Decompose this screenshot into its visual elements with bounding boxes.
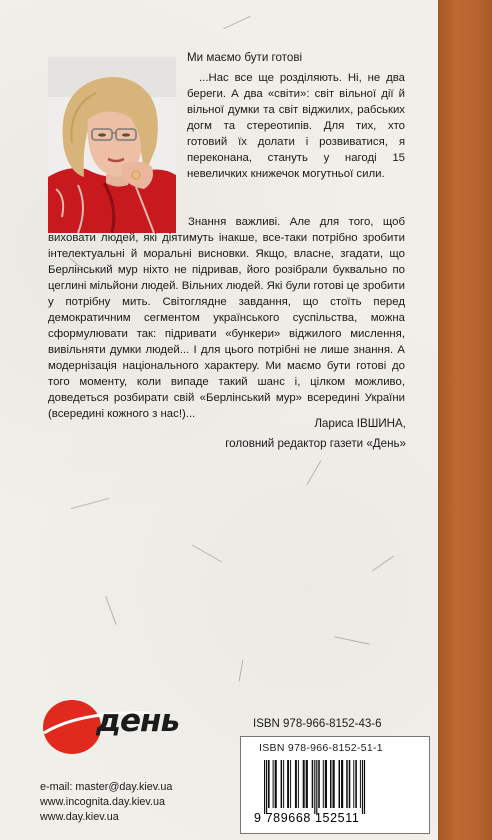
barcode-bar [303,760,305,808]
barcode-bar [323,760,324,808]
paper-fiber [239,660,244,682]
barcode-guard-bar [266,760,267,814]
barcode-bar [290,760,291,808]
paper-fiber [223,16,251,30]
isbn-top [253,718,382,730]
intro-paragraph: ...Нас все ще розділяють. Ні, не два береги. А два «світи»: світ вільної дії й вільної думки та світ віджилих, рабських догм та стереотипів. Для тих, хто готовий їх долати і розвиватися, я переконана, стануть у нагоді 15 невеличких книжечок могутньої сили. [187,72,405,180]
paper-fiber [71,498,110,509]
paper-fiber [334,636,369,644]
barcode-bar [346,760,348,808]
barcode-bar [349,760,351,808]
signature-name: Лариса ІВШИНА, [314,417,406,430]
email-label: e-mail: [40,781,76,793]
main-paragraph-text: Знання важливі. Але для того, щоб виховати людей, які діятимуть інакше, все-таки потрібно зробити інтелектуальні й моральні висновки. Якщо, власне, згадати, що Берлінський мур ніхто не підривав, його розібрали буквально по цеглині мільйони людей. Вільних людей. Які були готові це зробити у потрібну мить. Світоглядне завдання, що стоїть перед демократичним сегментом українського суспільства, можна сформулювати так: підривати «бункери» віджилого мислення, вивільняти думки людей... І для цього потрібні не лише знання. А модернізація національного характеру. Ми маємо бути готові до того моменту, коли випаде такий шанс і, цілком можливо, доведеться розбирати свій «Берлінський мур» всередині України (всередині кожного з нас!)... [48,216,405,420]
barcode-bar [287,760,289,808]
barcode-bar [341,760,343,808]
barcode-bar [339,760,341,808]
barcode-bar [295,760,297,808]
barcode-bar [275,760,277,808]
email-address[interactable]: master@day.kiev.ua [75,781,173,793]
paper-fiber [192,545,222,563]
barcode-guard-bar [314,760,315,814]
barcode-bar [273,760,274,808]
barcode-bar [330,760,332,808]
den-logo-word: день [96,703,180,739]
signature [166,414,406,454]
barcode-guard-bar [264,760,265,814]
barcode-guard-bar [316,760,317,814]
barcode-number-text: 9 789668 152511 [254,811,360,825]
barcode-bar [360,760,361,808]
barcode-bar [353,760,354,808]
paper-fiber [307,460,322,485]
barcode-bar [333,760,335,808]
website-day[interactable]: www.day.kiev.ua [40,811,119,823]
barcode-bar [283,760,284,808]
barcode-guard-bar [364,760,365,814]
barcode [250,758,422,828]
intro-title: Ми маємо бути готові [187,51,303,64]
barcode-bar [318,760,320,808]
barcode-guard-bar [362,760,363,814]
isbn-inner: ISBN 978-966-8152-51-1 [259,742,383,754]
barcode-bar [306,760,308,808]
book-spine [438,0,492,840]
barcode-bar [355,760,357,808]
main-paragraph [48,214,405,422]
email-line [40,780,172,795]
signature-role: головний редактор газети «День» [225,437,406,450]
barcode-bar [298,760,299,808]
barcode-bar [281,760,283,808]
barcode-bar [325,760,327,808]
author-portrait-photo [48,57,176,233]
den-logo [40,693,182,757]
website-incognita[interactable]: www.incognita.day.kiev.ua [40,796,166,808]
barcode-bar [312,760,314,808]
barcode-bar [268,760,270,808]
contacts [40,780,172,825]
paper-fiber [105,596,116,625]
paper-fiber [372,556,394,572]
isbn-top-text: ISBN 978-966-8152-43-6 [253,718,382,730]
